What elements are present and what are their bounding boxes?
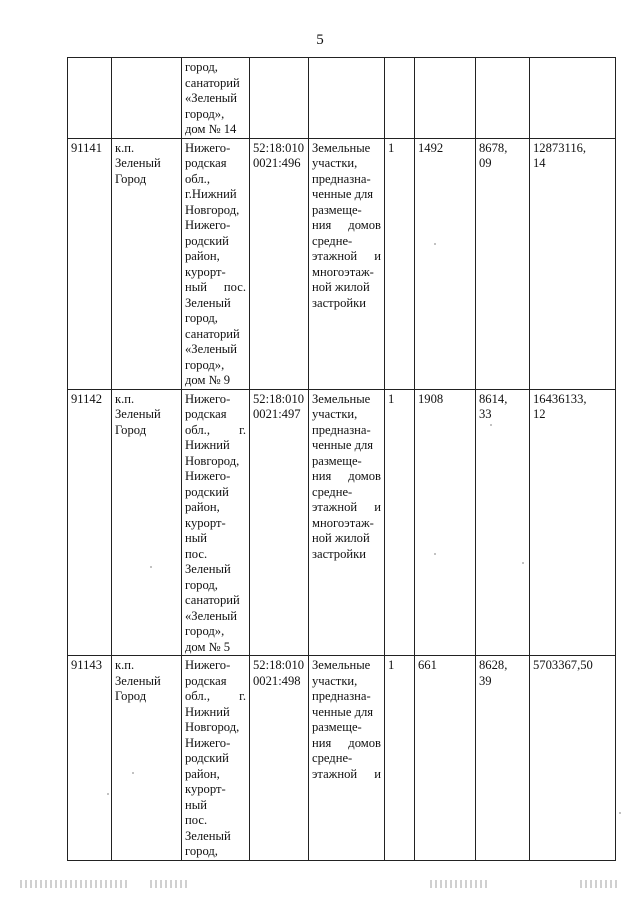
cell-area: 1908: [415, 389, 476, 656]
cell-permitted-use-line: предназна-: [312, 689, 371, 703]
land-plots-table: [67, 57, 616, 861]
cell-permitted-use-line: ченные для: [312, 187, 374, 201]
cell-address-line: Нижего-: [185, 469, 231, 483]
cell-locality: [112, 58, 182, 139]
cell-permitted-use-line: этажной и: [312, 766, 381, 781]
scan-speck: [132, 772, 134, 774]
cell-id: 91143: [68, 656, 112, 861]
cell-address-line: ный: [185, 531, 207, 545]
cell-address-line: «Зеленый: [185, 342, 238, 356]
cell-address-line: Нижего-: [185, 140, 231, 155]
cell-address-line: обл.,: [185, 171, 210, 186]
cell-cadastral-number-line: 0021:498: [253, 673, 301, 688]
cell-address-line: санаторий: [185, 326, 240, 341]
cell-cadastral-value-line: 12: [533, 407, 546, 421]
cell-address: [182, 58, 250, 139]
cell-address-line: родский: [185, 484, 229, 499]
cell-permitted-use-line: застройки: [312, 546, 367, 561]
cell-cadastral-number-line: 52:18:010: [253, 658, 305, 672]
cell-address-line: город»,: [185, 624, 225, 638]
cell-quantity: 1: [385, 138, 415, 389]
cell-permitted-use-line: Земельные: [312, 391, 371, 406]
cell-address-line: район,: [185, 249, 220, 263]
cell-rate-line: 09: [479, 156, 492, 170]
cell-rate: [476, 138, 530, 389]
cell-rate-line: 8628,: [479, 658, 508, 672]
table-row: [68, 656, 616, 861]
cell-permitted-use-line: участки,: [312, 156, 358, 170]
cell-area: [415, 58, 476, 139]
cell-permitted-use-line: Земельные: [312, 658, 371, 672]
cell-address-line: ный пос.: [185, 280, 246, 294]
cell-permitted-use: [309, 656, 385, 861]
cell-area: 661: [415, 656, 476, 861]
cell-permitted-use-line: средне-: [312, 751, 353, 765]
cell-address-line: дом № 9: [185, 373, 231, 387]
cell-cadastral-value: [530, 138, 616, 389]
scan-speck: [434, 553, 436, 555]
cell-locality: [112, 389, 182, 656]
cell-address-line: дом № 5: [185, 639, 231, 654]
cell-address-line: пос.: [185, 546, 208, 561]
cell-address-line: город,: [185, 844, 218, 858]
cell-permitted-use: [309, 58, 385, 139]
table-row: [68, 389, 616, 656]
cell-area: 1492: [415, 138, 476, 389]
cell-address-line: «Зеленый: [185, 608, 238, 623]
cell-address-line: обл., г.: [185, 689, 246, 703]
cell-address-line: дом № 14: [185, 122, 237, 136]
cell-locality-line: к.п.: [115, 140, 135, 155]
cell-address-line: город,: [185, 60, 218, 74]
cell-rate: [476, 58, 530, 139]
scan-noise: [20, 880, 130, 888]
scan-speck: [490, 424, 492, 426]
cell-address-line: район,: [185, 766, 220, 781]
scan-noise: [430, 880, 490, 888]
cell-quantity: 1: [385, 389, 415, 656]
cell-locality: [112, 656, 182, 861]
cell-address-line: Новгород,: [185, 453, 240, 468]
cell-locality-line: к.п.: [115, 391, 135, 406]
cell-address-line: Нижний: [185, 704, 230, 719]
cell-locality-line: Зеленый: [115, 407, 161, 421]
cell-address-line: курорт-: [185, 264, 226, 279]
scan-speck: [107, 793, 109, 795]
cell-permitted-use-line: ния домов: [312, 469, 381, 483]
cell-locality-line: Зеленый: [115, 673, 161, 688]
cell-permitted-use-line: предназна-: [312, 422, 371, 437]
cell-permitted-use-line: этажной и: [312, 500, 381, 514]
cell-permitted-use: [309, 138, 385, 389]
cell-address-line: Нижего-: [185, 735, 231, 750]
cell-address-line: родская: [185, 407, 227, 421]
cell-id: [68, 58, 112, 139]
cell-address-line: родский: [185, 233, 229, 248]
cell-address-line: город,: [185, 311, 218, 325]
cell-permitted-use-line: ной жилой: [312, 531, 370, 545]
cell-address-line: «Зеленый: [185, 91, 238, 105]
cell-address: [182, 656, 250, 861]
scan-speck: [522, 562, 524, 564]
scan-speck: [619, 812, 621, 814]
cell-permitted-use-line: застройки: [312, 295, 367, 310]
cell-quantity: [385, 58, 415, 139]
cell-cadastral-number: [250, 58, 309, 139]
cell-permitted-use-line: средне-: [312, 233, 353, 248]
cell-cadastral-number: [250, 656, 309, 861]
cell-rate-line: 8678,: [479, 140, 508, 155]
page-number: 5: [316, 32, 324, 48]
cell-address-line: ный: [185, 797, 207, 812]
cell-permitted-use-line: многоэтаж-: [312, 264, 374, 279]
cell-address-line: Зеленый: [185, 295, 231, 310]
scan-noise: [150, 880, 190, 888]
cell-address-line: пос.: [185, 813, 208, 827]
cell-permitted-use-line: средне-: [312, 484, 353, 499]
cell-address-line: Нижего-: [185, 218, 231, 232]
cell-permitted-use-line: размеще-: [312, 720, 362, 734]
cell-cadastral-value-line: 16436133,: [533, 391, 587, 406]
cell-permitted-use: [309, 389, 385, 656]
cell-address-line: город»,: [185, 106, 225, 121]
cell-cadastral-value: [530, 389, 616, 656]
cell-cadastral-value-line: 12873116,: [533, 140, 587, 155]
cell-rate: [476, 389, 530, 656]
cell-locality-line: Зеленый: [115, 156, 161, 170]
cell-rate: [476, 656, 530, 861]
cell-quantity: 1: [385, 656, 415, 861]
cell-address-line: родская: [185, 673, 227, 688]
cell-rate-line: 33: [479, 407, 492, 421]
table-row: [68, 138, 616, 389]
cell-id: 91141: [68, 138, 112, 389]
cell-rate-line: 8614,: [479, 391, 508, 406]
cell-locality-line: к.п.: [115, 658, 135, 672]
cell-address-line: Новгород,: [185, 202, 240, 217]
cell-permitted-use-line: ченные для: [312, 438, 374, 452]
cell-address-line: город»,: [185, 357, 225, 372]
table-row: [68, 58, 616, 139]
cell-cadastral-number-line: 52:18:010: [253, 391, 305, 406]
cell-address-line: Нижего-: [185, 658, 231, 672]
cell-address-line: родская: [185, 156, 227, 170]
cell-address-line: Новгород,: [185, 720, 240, 734]
cell-address-line: санаторий: [185, 75, 240, 90]
cell-address-line: район,: [185, 500, 220, 514]
cell-address-line: курорт-: [185, 515, 226, 530]
cell-cadastral-value-line: 14: [533, 156, 546, 170]
cell-cadastral-number: [250, 389, 309, 656]
cell-address-line: Зеленый: [185, 562, 231, 576]
cell-cadastral-number: [250, 138, 309, 389]
cell-address-line: санаторий: [185, 593, 240, 607]
cell-permitted-use-line: предназна-: [312, 171, 371, 186]
cell-address-line: г.Нижний: [185, 187, 237, 201]
cell-permitted-use-line: ния домов: [312, 735, 381, 750]
cell-permitted-use-line: участки,: [312, 407, 358, 421]
cell-cadastral-number-line: 0021:496: [253, 156, 301, 170]
scan-noise: [580, 880, 620, 888]
cell-locality: [112, 138, 182, 389]
cell-address-line: обл., г.: [185, 422, 246, 437]
cell-id: 91142: [68, 389, 112, 656]
cell-locality-line: Город: [115, 171, 147, 186]
cell-address-line: город,: [185, 577, 218, 592]
cell-permitted-use-line: многоэтаж-: [312, 515, 374, 530]
cell-address-line: родский: [185, 751, 229, 765]
cell-permitted-use-line: ченные для: [312, 704, 374, 719]
cell-address-line: Нижний: [185, 438, 230, 452]
cell-rate-line: 39: [479, 673, 492, 688]
cell-cadastral-value-line: 5703367,50: [533, 658, 593, 672]
cell-locality-line: Город: [115, 422, 147, 437]
cell-address-line: Зеленый: [185, 828, 231, 843]
cell-locality-line: Город: [115, 689, 147, 703]
cell-address: [182, 389, 250, 656]
cell-cadastral-value: [530, 58, 616, 139]
cell-cadastral-number-line: 0021:497: [253, 407, 301, 421]
cell-permitted-use-line: этажной и: [312, 249, 381, 263]
cell-permitted-use-line: размеще-: [312, 202, 362, 217]
cell-address: [182, 138, 250, 389]
cell-cadastral-number-line: 52:18:010: [253, 140, 305, 155]
cell-permitted-use-line: участки,: [312, 673, 358, 688]
cell-permitted-use-line: размеще-: [312, 453, 362, 468]
cell-address-line: курорт-: [185, 782, 226, 796]
cell-permitted-use-line: ной жилой: [312, 280, 370, 294]
scan-speck: [434, 243, 436, 245]
cell-cadastral-value: [530, 656, 616, 861]
cell-permitted-use-line: Земельные: [312, 140, 371, 155]
cell-address-line: Нижего-: [185, 391, 231, 406]
cell-permitted-use-line: ния домов: [312, 218, 381, 232]
scan-speck: [150, 566, 152, 568]
